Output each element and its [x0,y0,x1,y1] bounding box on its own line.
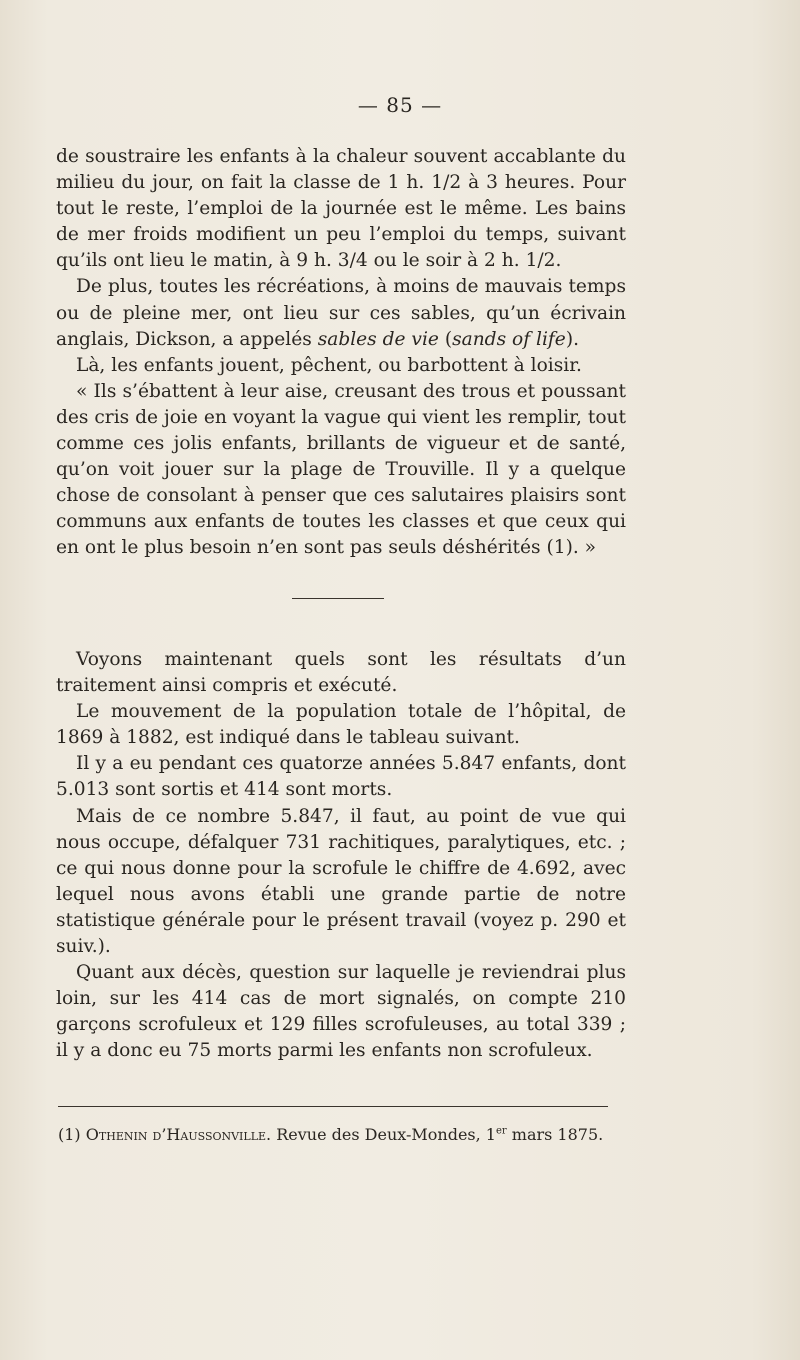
footnote-tail: mars 1875. [506,1125,604,1144]
quote-paragraph: « Ils s’ébattent à leur aise, creusant des trous et poussant des cris de joie en voyant la vague qui vient les remplir, tout comme ces jolis enfants, brillants de vigueur et de santé, qu’on voit jouer sur la plage de Trouville. Il y a quelque chose de consolant à penser que ces salutaires plaisirs sont communs aux enfants de toutes les classes et que ceux qui en ont le plus besoin n’en sont pas seuls déshérités (1). » [56,380,626,559]
page-number: — 85 — [357,93,443,117]
paragraph: de soustraire les enfants à la chaleur souvent accablante du milieu du jour, on fait la classe de 1 h. 1/2 à 3 heures. Pour tout le reste, l’emploi de la journée est le même. Les bains de mer froids modifient un peu l’emploi du temps, suivant qu’ils ont lieu le matin, à 9 h. 3/4 ou le soir à 2 h. 1/2. [56,146,626,272]
footnote: (1) Othenin d’Haussonville. Revue des Deux-Mondes, 1er mars 1875. [58,1125,604,1144]
paragraph: Il y a eu pendant ces quatorze années 5.847 enfants, dont 5.013 sont sortis et 414 sont morts. [56,753,626,801]
footnote-author: Othenin d’Haussonville [85,1125,267,1144]
paragraph: Le mouvement de la population totale de l’hôpital, de 1869 à 1882, est indiqué dans le tableau suivant. [56,701,626,749]
footnote-text: Revue des Deux-Mondes, 1 [276,1125,496,1144]
footnote-superscript: er [495,1125,507,1137]
footnote-reference: (1) [546,537,573,559]
paragraph: De plus, toutes les récréations, à moins de mauvais temps ou de pleine mer, ont lieu sur ces sables, qu’un écrivain anglais, Dickson, a appelés sables de vie (sands of life). [56,276,626,350]
text-block-bottom [56,647,626,1065]
footnote-separator [58,1106,608,1107]
footnote-marker: (1) [58,1125,81,1144]
section-separator [292,598,384,599]
paragraph-text: De plus, toutes les récréations, à moins de mauvais temps ou de pleine mer, ont lieu sur ces sables, qu’un écrivain anglais, Dickson, a appelés [56,276,626,350]
paragraph: Mais de ce nombre 5.847, il faut, au point de vue qui nous occupe, défalquer 731 rachitiques, paralytiques, etc. ; ce qui nous donne pour la scrofule le chiffre de 4.692, avec lequel nous avons établi une grande partie de notre statistique générale pour le présent travail (voyez p. 290 et suiv.). [56,805,626,958]
quote-text: « Ils s’ébattent à leur aise, creusant des trous et poussant des cris de joie en voyant la vague qui vient les remplir, tout comme ces jolis enfants, brillants de vigueur et de santé, qu’on voit jouer sur la plage de Trouville. Il y a quelque chose de consolant à penser que ces salutaires plaisirs sont communs aux enfants de toutes les classes et que ceux qui en ont le plus besoin n’en sont pas seuls déshérités [56,380,626,559]
paragraph: Quant aux décès, question sur laquelle je reviendrai plus loin, sur les 414 cas de mort signalés, on compte 210 garçons scrofuleux et 129 filles scrofuleuses, au total 339 ; il y a donc eu 75 morts parmi les enfants non scrofuleux. [56,962,626,1062]
italic-phrase: sables de vie [317,328,439,350]
paragraph: Là, les enfants jouent, pêchent, ou barbottent à loisir. [76,354,582,376]
text-block-top [56,144,626,562]
italic-phrase-english: sands of life [452,328,566,350]
quote-close-mark: » [584,537,597,559]
paragraph: Voyons maintenant quels sont les résultats d’un traitement ainsi compris et exécuté. [56,649,626,697]
